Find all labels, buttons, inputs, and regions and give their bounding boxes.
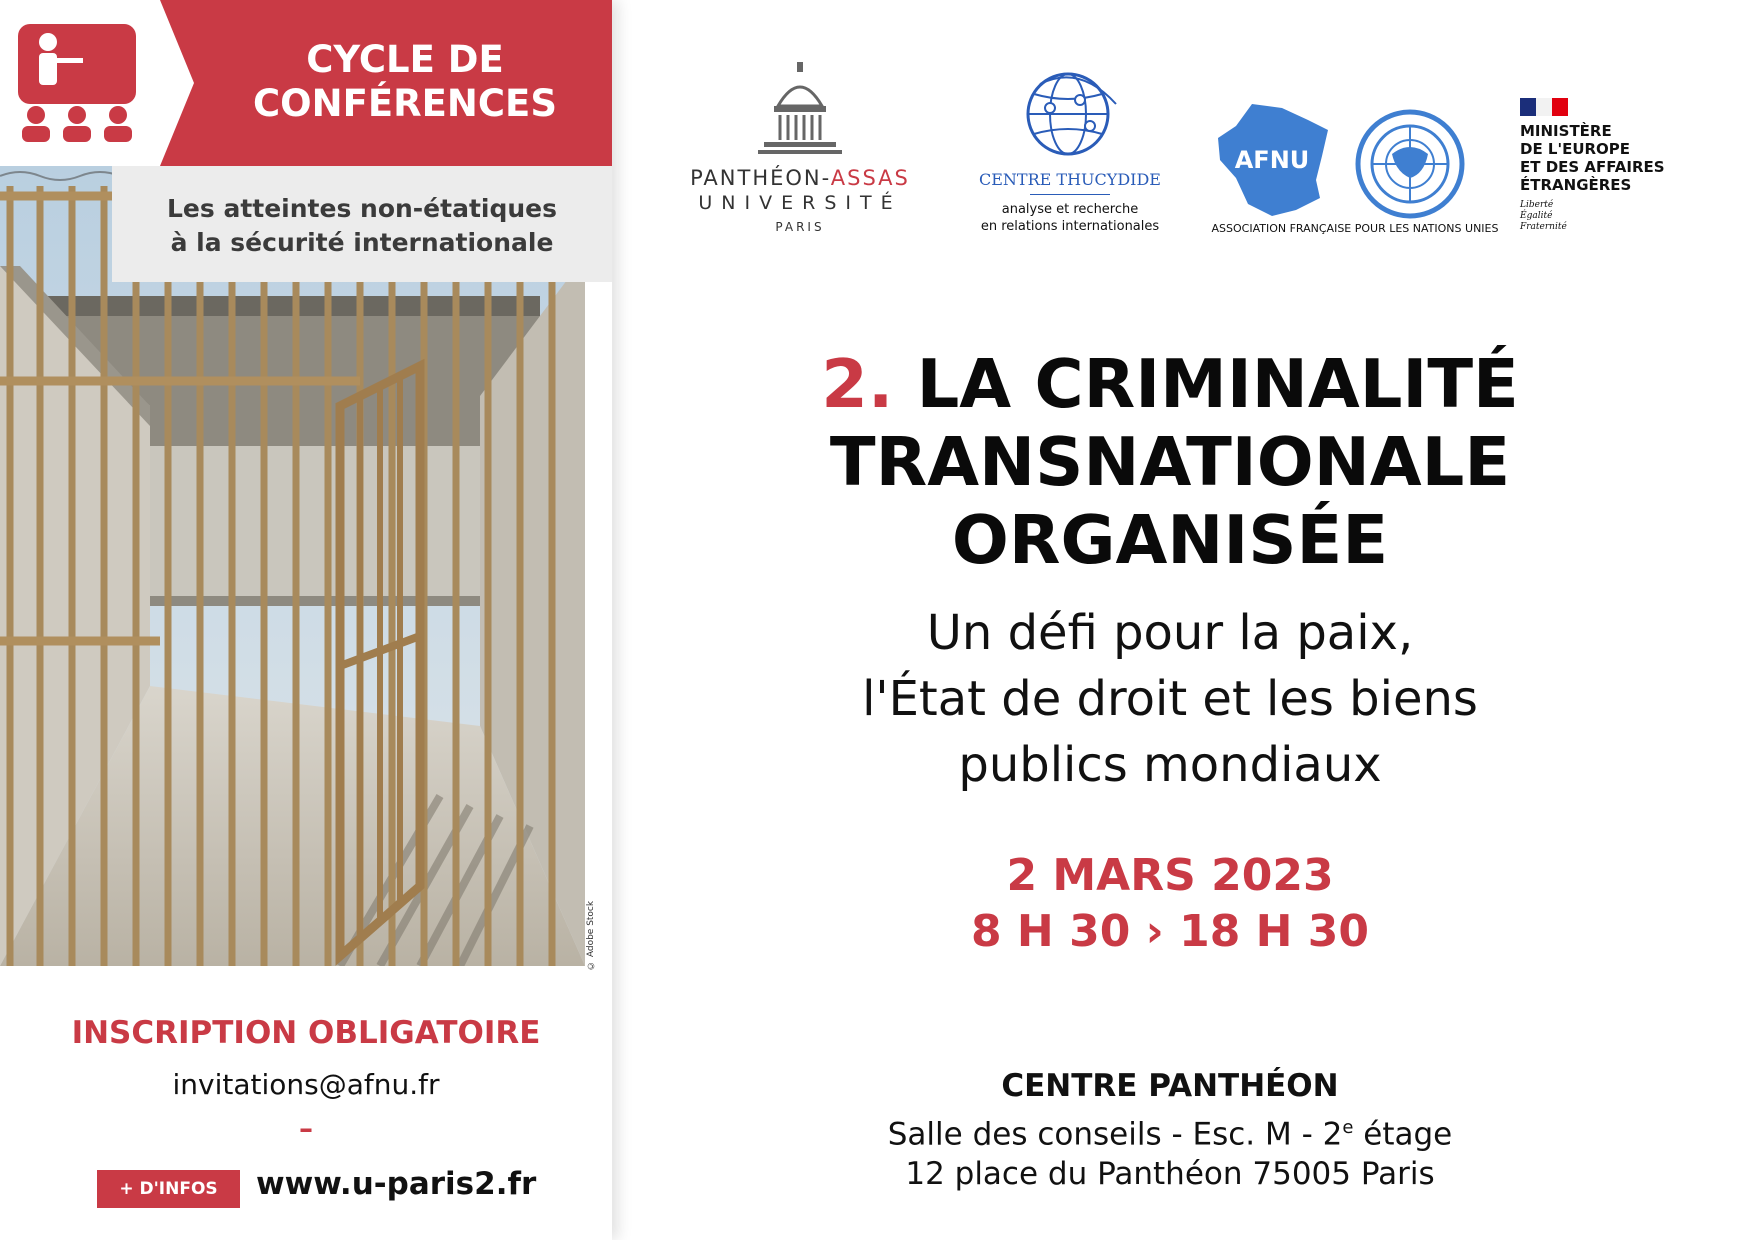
event-subtitle <box>700 600 1640 798</box>
motto-fraternite: Fraternité <box>1520 222 1567 232</box>
venue-room-main: Salle des conseils - Esc. M - 2 <box>887 1116 1343 1153</box>
afnu-logo <box>1190 60 1520 240</box>
event-number: 2. <box>821 345 894 423</box>
ministere-logo <box>1520 98 1740 258</box>
thucydide-tagline2: en relations internationales <box>980 219 1160 234</box>
venue-address: 12 place du Panthéon 75005 Paris <box>905 1156 1435 1193</box>
series-subtitle-line2: à la sécurité internationale <box>170 228 554 257</box>
assas-universite: UNIVERSITÉ <box>698 192 902 214</box>
registration-email[interactable]: invitations@afnu.fr <box>172 1068 440 1101</box>
thucydide-tagline1: analyse et recherche <box>1001 202 1139 217</box>
more-info-badge: + D'INFOS <box>97 1170 240 1208</box>
ministere-line1: MINISTÈRE <box>1520 122 1612 140</box>
website-link[interactable]: www.u-paris2.fr <box>256 1166 537 1202</box>
icon-box <box>0 0 160 166</box>
event-title-line1 <box>700 345 1640 423</box>
venue-details <box>700 1108 1640 1194</box>
france-map-icon <box>1212 100 1342 230</box>
ministere-line2: DE L'EUROPE <box>1520 140 1631 158</box>
photo-credit: © Adobe Stock <box>586 900 596 970</box>
event-time: 8 H 30 › 18 H 30 <box>971 906 1369 957</box>
event-datetime <box>700 848 1640 960</box>
venue-name: CENTRE PANTHÉON <box>1001 1068 1339 1104</box>
assas-name-part2: ASSAS <box>830 166 910 190</box>
event-subtitle-line1: Un défi pour la paix, <box>926 605 1414 661</box>
ministere-line3: ET DES AFFAIRES <box>1520 158 1665 176</box>
banner-title-line1: CYCLE DE <box>306 38 504 81</box>
event-date: 2 MARS 2023 <box>1006 850 1334 901</box>
venue-room-sup: e <box>1342 1117 1354 1138</box>
series-subtitle <box>112 192 612 260</box>
thucydide-name: CENTRE THUCYDIDE <box>979 170 1161 189</box>
partner-logos <box>680 60 1750 240</box>
motto-liberte: Liberté <box>1520 200 1554 210</box>
prison-gate-photo <box>0 166 585 966</box>
republic-motto <box>1520 200 1567 233</box>
banner-title-line2: CONFÉRENCES <box>253 82 557 125</box>
separator-dash: – <box>299 1112 313 1145</box>
photo-illustration <box>0 166 585 966</box>
afnu-short-text: AFNU <box>1234 146 1310 174</box>
centre-thucydide-logo <box>950 60 1190 240</box>
event-title-text1: LA CRIMINALITÉ <box>916 345 1519 423</box>
banner-notch <box>160 0 194 166</box>
afnu-name: ASSOCIATION FRANÇAISE POUR LES NATIONS UNIES <box>1211 222 1499 235</box>
marianne-flag-icon <box>1520 98 1568 116</box>
banner-title <box>210 38 600 126</box>
globe-network-icon <box>1020 64 1120 164</box>
registration-heading: INSCRIPTION OBLIGATOIRE <box>71 1015 541 1051</box>
thucydide-rule <box>1030 194 1110 195</box>
event-subtitle-line2: l'État de droit et les biens <box>862 671 1478 727</box>
assas-name-part1: PANTHÉON- <box>690 166 831 190</box>
venue-room <box>700 1108 1640 1154</box>
assas-name <box>680 166 920 190</box>
ministere-name <box>1520 122 1665 194</box>
motto-egalite: Égalité <box>1520 211 1553 221</box>
conference-cycle-banner <box>0 0 612 166</box>
assas-paris: PARIS <box>775 220 825 234</box>
event-title-line3: ORGANISÉE <box>951 501 1389 579</box>
event-subtitle-line3: publics mondiaux <box>958 737 1382 793</box>
event-title-line2: TRANSNATIONALE <box>829 423 1511 501</box>
venue-room-floor: étage <box>1353 1116 1453 1153</box>
un-emblem-icon <box>1350 106 1470 226</box>
event-title <box>700 345 1640 579</box>
pantheon-assas-logo <box>680 60 920 240</box>
presentation-audience-icon <box>14 20 140 146</box>
pantheon-dome-icon <box>750 60 850 160</box>
series-subtitle-line1: Les atteintes non-étatiques <box>166 194 558 223</box>
ministere-line4: ÉTRANGÈRES <box>1520 176 1632 194</box>
left-panel <box>0 0 612 1240</box>
series-subtitle-box <box>112 166 612 282</box>
